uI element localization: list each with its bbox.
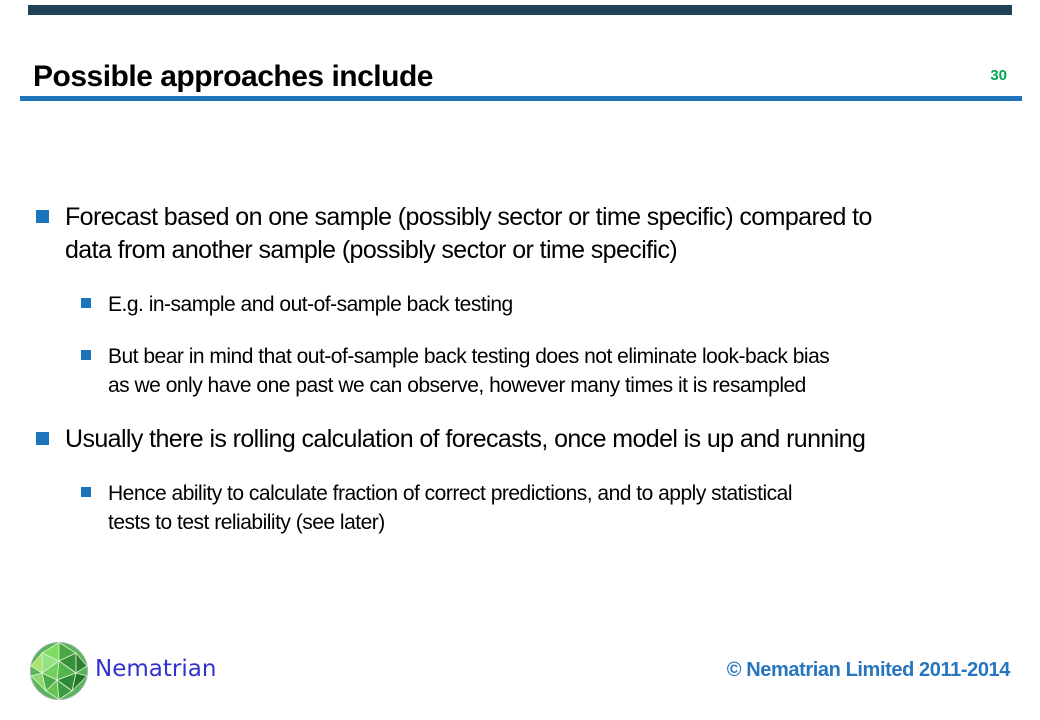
top-accent-bar <box>28 5 1012 15</box>
bullet-text <box>108 342 829 400</box>
bullet-square-icon <box>81 298 91 308</box>
title-underline-rule <box>20 96 1022 101</box>
nematrian-polyhedron-logo-icon <box>29 640 89 702</box>
sub-bullet-item <box>0 479 1040 537</box>
bullet-square-icon <box>81 350 91 360</box>
bullet-text <box>108 479 792 537</box>
bullet-text <box>65 201 872 267</box>
bullet-text-line: E.g. in-sample and out-of-sample back testing <box>108 293 513 316</box>
bullet-text-line: as we only have one past we can observe, however many times it is resampled <box>108 374 806 397</box>
page-number: 30 <box>990 67 1007 84</box>
bullet-text-line: Forecast based on one sample (possibly sector or time specific) compared to <box>65 203 872 231</box>
bullet-square-icon <box>81 487 91 497</box>
brand-name: Nematrian <box>95 656 217 682</box>
bullet-text-line: Usually there is rolling calculation of forecasts, once model is up and running <box>65 425 866 453</box>
bullet-item <box>0 423 1040 456</box>
bullet-text-line: tests to test reliability (see later) <box>108 511 385 534</box>
copyright-text: © Nematrian Limited 2011-2014 <box>726 659 1010 681</box>
bullet-text <box>65 423 865 456</box>
bullet-text-line: data from another sample (possibly sector or time specific) <box>65 236 678 264</box>
sub-bullet-item <box>0 342 1040 400</box>
bullet-square-icon <box>36 432 49 445</box>
bullet-text-line: But bear in mind that out-of-sample back testing does not eliminate look-back bias <box>108 345 830 368</box>
bullet-text-line: Hence ability to calculate fraction of correct predictions, and to apply statistical <box>108 482 793 505</box>
bullet-square-icon <box>36 210 49 223</box>
bullet-item <box>0 201 1040 267</box>
bullet-text <box>108 290 513 319</box>
slide-body <box>0 201 1040 560</box>
sub-bullet-item <box>0 290 1040 319</box>
slide-title: Possible approaches include <box>33 60 433 93</box>
